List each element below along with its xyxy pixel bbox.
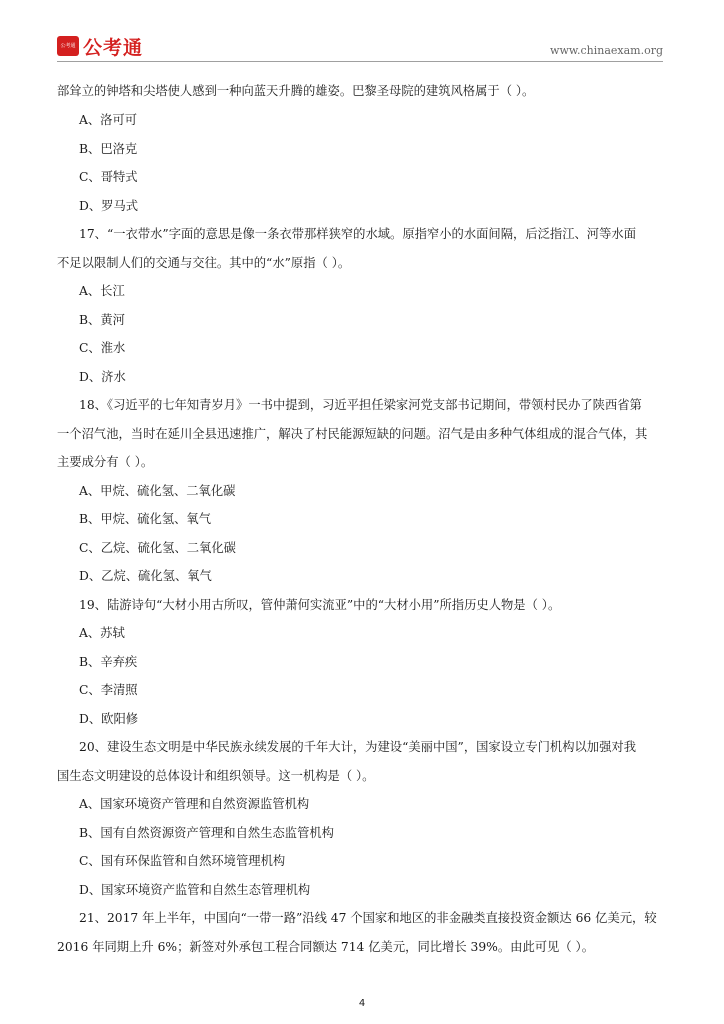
q18-option-a: A、甲烷、硫化氢、二氧化碳 — [79, 484, 236, 498]
q16-option-a: A、洛可可 — [79, 113, 138, 127]
q19-option-b: B、辛弃疾 — [79, 655, 138, 669]
q19-option-c: C、李清照 — [79, 683, 138, 697]
q16-option-c: C、哥特式 — [79, 170, 138, 184]
q16-option-b: B、巴洛克 — [79, 142, 138, 156]
logo-text: 公考通 — [83, 37, 144, 59]
q19-option-a: A、苏轼 — [79, 626, 125, 640]
q17-option-c: C、淮水 — [79, 341, 126, 355]
q18-option-c: C、乙烷、硫化氢、二氧化碳 — [79, 541, 236, 555]
question-17-stem-cont: 不足以限制人们的交通与交往。其中的“水”原指（ ）。 — [57, 256, 351, 270]
question-21-stem-cont: 2016 年同期上升 6%；新签对外承包工程合同额达 714 亿美元，同比增长 39%。由此可见（ ）。 — [57, 940, 595, 954]
logo-badge: 公考通 — [57, 36, 79, 56]
q20-option-d: D、国家环境资产监管和自然生态管理机构 — [79, 883, 311, 897]
question-17-stem: 17、“一衣带水”字面的意思是像一条衣带那样狭窄的水域。原指窄小的水面间隔，后泛指江、河等水面 — [79, 227, 636, 241]
q20-option-b: B、国有自然资源资产管理和自然生态监管机构 — [79, 826, 334, 840]
site-url: www.chinaexam.org — [550, 44, 663, 57]
question-19-stem: 19、陆游诗句“大材小用古所叹，管仲萧何实流亚”中的“大材小用”所指历史人物是（ ）。 — [79, 598, 561, 612]
q18-option-b: B、甲烷、硫化氢、氧气 — [79, 512, 212, 526]
q17-option-a: A、长江 — [79, 284, 125, 298]
q20-option-a: A、国家环境资产管理和自然资源监管机构 — [79, 797, 310, 811]
question-16-stem-end: 部耸立的钟塔和尖塔使人感到一种向蓝天升腾的雄姿。巴黎圣母院的建筑风格属于（ ）。 — [57, 84, 535, 98]
question-21-stem: 21、2017 年上半年，中国向“一带一路”沿线 47 个国家和地区的非金融类直接投资金额达 66 亿美元，较 — [79, 911, 657, 925]
q19-option-d: D、欧阳修 — [79, 712, 139, 726]
question-18-stem: 18、《习近平的七年知青岁月》一书中提到，习近平担任梁家河党支部书记期间，带领村民办了陕西省第 — [79, 398, 642, 412]
q16-option-d: D、罗马式 — [79, 199, 139, 213]
q20-option-c: C、国有环保监管和自然环境管理机构 — [79, 854, 286, 868]
question-20-stem: 20、建设生态文明是中华民族永续发展的千年大计，为建设“美丽中国”，国家设立专门机构以加强对我 — [79, 740, 636, 754]
page-header — [57, 34, 663, 60]
question-20-stem-cont: 国生态文明建设的总体设计和组织领导。这一机构是（ ）。 — [57, 769, 375, 783]
question-18-stem-cont-1: 一个沼气池，当时在延川全县迅速推广，解决了村民能源短缺的问题。沼气是由多种气体组成的混合气体，其 — [57, 427, 648, 441]
q17-option-b: B、黄河 — [79, 313, 125, 327]
page-number: 4 — [358, 998, 366, 1009]
q18-option-d: D、乙烷、硫化氢、氧气 — [79, 569, 212, 583]
question-18-stem-cont-2: 主要成分有（ ）。 — [57, 455, 154, 469]
header-divider — [57, 61, 663, 62]
q17-option-d: D、济水 — [79, 370, 126, 384]
